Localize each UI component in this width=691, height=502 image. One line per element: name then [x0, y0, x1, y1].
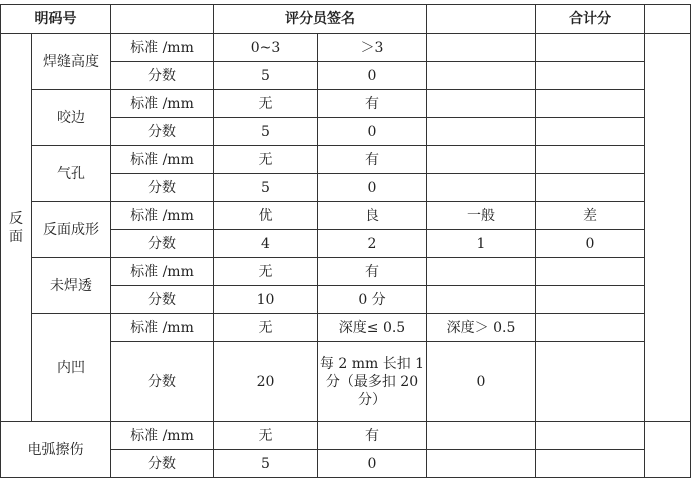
cell: 有: [318, 146, 427, 174]
cell: 10: [214, 286, 318, 314]
cell: 1: [427, 230, 536, 258]
cell: [536, 62, 645, 90]
row-label-standard: 标准 /mm: [111, 258, 214, 286]
cell: [536, 314, 645, 342]
id-label: 明码号: [1, 5, 111, 34]
cell: 无: [214, 314, 318, 342]
cell: [427, 422, 536, 450]
cell: 0 分: [318, 286, 427, 314]
cell: 5: [214, 118, 318, 146]
table-row: [1, 146, 691, 174]
cell: [427, 118, 536, 146]
grader-signature[interactable]: [427, 5, 536, 34]
row-label-standard: 标准 /mm: [111, 34, 214, 62]
cell: 4: [214, 230, 318, 258]
item-name: 焊缝高度: [32, 34, 111, 90]
cell: [427, 286, 536, 314]
table-row: [1, 314, 691, 342]
row-label-score: 分数: [111, 230, 214, 258]
cell: 0: [427, 342, 536, 422]
cell: [536, 258, 645, 286]
cell: 一般: [427, 202, 536, 230]
grader-label: 评分员签名: [214, 5, 427, 34]
cell: 20: [214, 342, 318, 422]
cell: 有: [318, 90, 427, 118]
cell: [427, 174, 536, 202]
cell: [427, 34, 536, 62]
row-label-score: 分数: [111, 342, 214, 422]
scoring-table: [0, 4, 691, 478]
row-label-standard: 标准 /mm: [111, 422, 214, 450]
side-group-label: 反 面: [1, 34, 32, 422]
table-row: [1, 422, 691, 450]
cell: 5: [214, 174, 318, 202]
item-name: 咬边: [32, 90, 111, 146]
cell: 有: [318, 422, 427, 450]
total-column: [645, 34, 691, 422]
cell: [427, 146, 536, 174]
cell: 每 2 mm 长扣 1 分（最多扣 20 分）: [318, 342, 427, 422]
header-row: [1, 5, 691, 34]
cell: 5: [214, 450, 318, 478]
item-name: 气孔: [32, 146, 111, 202]
cell: [536, 422, 645, 450]
cell: [427, 62, 536, 90]
row-label-score: 分数: [111, 62, 214, 90]
cell: 有: [318, 258, 427, 286]
cell: 5: [214, 62, 318, 90]
cell: [536, 174, 645, 202]
row-label-score: 分数: [111, 174, 214, 202]
cell: 0: [536, 230, 645, 258]
cell: 良: [318, 202, 427, 230]
cell: [536, 34, 645, 62]
row-label-score: 分数: [111, 118, 214, 146]
cell: 2: [318, 230, 427, 258]
cell: [536, 118, 645, 146]
total-column: [645, 422, 691, 478]
cell: 无: [214, 90, 318, 118]
id-value[interactable]: [111, 5, 214, 34]
cell: [536, 450, 645, 478]
cell: [536, 90, 645, 118]
cell: 优: [214, 202, 318, 230]
cell: 无: [214, 422, 318, 450]
cell: 0: [318, 450, 427, 478]
table-row: [1, 90, 691, 118]
cell: 无: [214, 146, 318, 174]
cell: 差: [536, 202, 645, 230]
cell: 0: [318, 118, 427, 146]
cell: 深度≤ 0.5: [318, 314, 427, 342]
item-name: 内凹: [32, 314, 111, 422]
item-name: 电弧擦伤: [1, 422, 111, 478]
cell: [536, 342, 645, 422]
cell: 0~3: [214, 34, 318, 62]
total-value[interactable]: [645, 5, 691, 34]
row-label-score: 分数: [111, 450, 214, 478]
cell: [427, 258, 536, 286]
cell: 无: [214, 258, 318, 286]
cell: [427, 90, 536, 118]
item-name: 反面成形: [32, 202, 111, 258]
cell: ＞3: [318, 34, 427, 62]
row-label-standard: 标准 /mm: [111, 314, 214, 342]
table-row: [1, 34, 691, 62]
cell: [536, 146, 645, 174]
row-label-standard: 标准 /mm: [111, 202, 214, 230]
item-name: 未焊透: [32, 258, 111, 314]
cell: 0: [318, 62, 427, 90]
row-label-standard: 标准 /mm: [111, 90, 214, 118]
cell: 0: [318, 174, 427, 202]
row-label-standard: 标准 /mm: [111, 146, 214, 174]
total-label: 合计分: [536, 5, 645, 34]
table-row: [1, 258, 691, 286]
row-label-score: 分数: [111, 286, 214, 314]
cell: 深度＞ 0.5: [427, 314, 536, 342]
cell: [536, 286, 645, 314]
table-row: [1, 202, 691, 230]
cell: [427, 450, 536, 478]
